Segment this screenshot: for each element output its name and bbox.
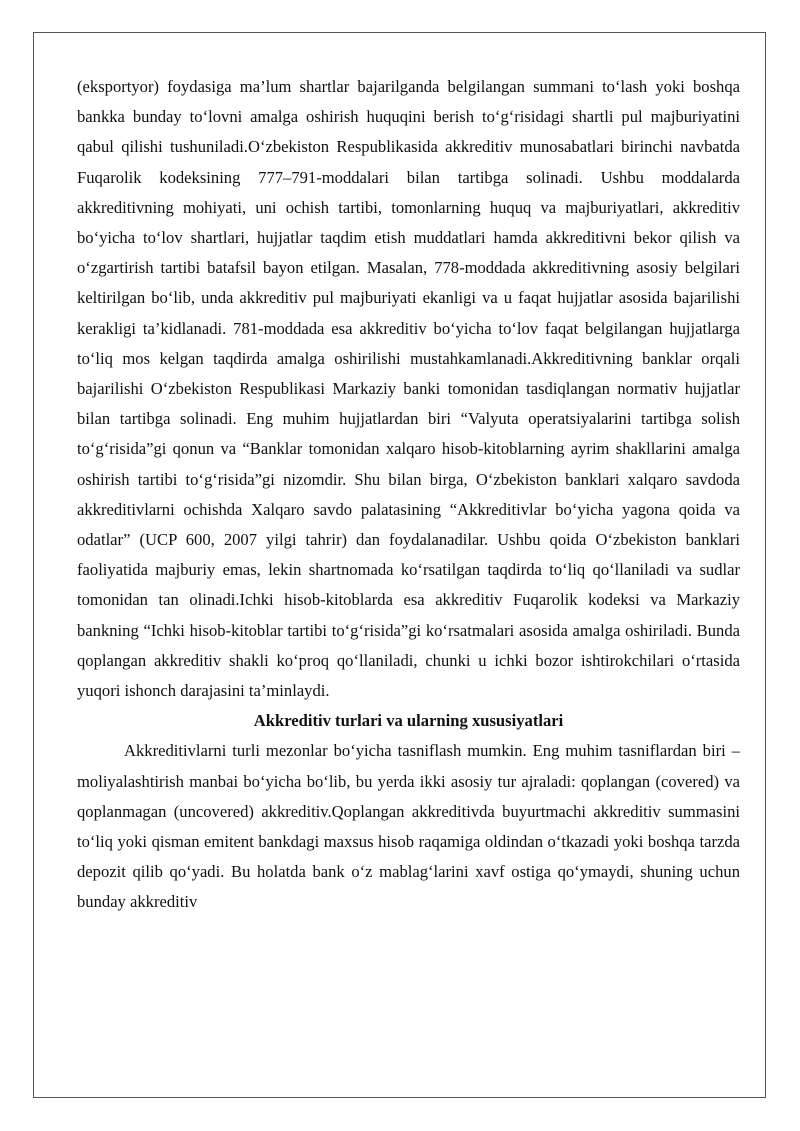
paragraph-1: (eksportyor) foydasiga ma’lum shartlar bajarilganda belgilangan summani to‘lash yoki boshqa bankka bunday to‘lovni amalga oshirish huquqini berish to‘g‘risidagi shartli pul majburiyatini qabul qilishi tushuniladi.O‘zbekiston Respublikasida akkreditiv munosabatlari birinchi navbatda Fuqarolik kodeksining 777–791-moddalari bilan tartibga solinadi. Ushbu moddalarda akkreditivning mohiyati, uni ochish tartibi, tomonlarning huquq va majburiyatlari, akkreditiv bo‘yicha to‘lov shartlari, hujjatlar taqdim etish muddatlari hamda akkreditivni bekor qilish va o‘zgartirish tartibi batafsil bayon etilgan. Masalan, 778-moddada akkreditivning asosiy belgilari keltirilgan bo‘lib, unda akkreditiv pul majburiyati ekanligi va u faqat hujjatlar asosida bajarilishi kerakligi ta’kidlanadi. 781-moddada esa akkreditiv bo‘yicha to‘lov faqat belgilangan hujjatlarga to‘liq mos kelgan taqdirda amalga oshirilishi mustahkamlanadi.Akkreditivning banklar orqali bajarilishi O‘zbekiston Respublikasi Markaziy banki tomonidan tasdiqlangan normativ hujjatlar bilan tartibga solinadi. Eng muhim hujjatlardan biri “Valyuta operatsiyalarini tartibga solish to‘g‘risida”gi qonun va “Banklar tomonidan xalqaro hisob-kitoblarning ayrim shakllarini amalga oshirish tartibi to‘g‘risida”gi nizomdir. Shu bilan birga, O‘zbekiston banklari xalqaro savdoda akkreditivlarni ochishda Xalqaro savdo palatasining “Akkreditivlar bo‘yicha yagona qoida va odatlar” (UCP 600, 2007 yilgi tahrir) dan foydalanadilar. Ushbu qoida O‘zbekiston banklari faoliyatida majburiy emas, lekin shartnomada ko‘rsatilgan taqdirda to‘liq qo‘llaniladi va sudlar tomonidan tan olinadi.Ichki hisob-kitoblarda esa akkreditiv Fuqarolik kodeksi va Markaziy bankning “Ichki hisob-kitoblar tartibi to‘g‘risida”gi ko‘rsatmalari asosida amalga oshiriladi. Bunda qoplangan akkreditiv shakli ko‘proq qo‘llaniladi, chunki u ichki bozor ishtirokchilari o‘rtasida yuqori ishonch darajasini ta’minlaydi. — [77, 77, 740, 701]
document-body — [77, 72, 740, 918]
section-heading: Akkreditiv turlari va ularning xususiyatlari — [253, 711, 564, 731]
paragraph-2: Akkreditivlarni turli mezonlar bo‘yicha tasniflash mumkin. Eng muhim tasniflardan biri – moliyalashtirish manbai bo‘yicha bo‘lib, bu yerda ikki asosiy tur ajraladi: qoplangan (covered) va qoplanmagan (uncovered) akkreditiv.Qoplangan akkreditivda buyurtmachi akkreditiv summasini to‘liq yoki qisman emitent bankdagi maxsus hisob raqamiga oldindan o‘tkazadi yoki boshqa tarzda depozit qilib qo‘yadi. Bu holatda bank o‘z mablag‘larini xavf ostiga qo‘ymaydi, shuning uchun bunday akkreditiv — [77, 741, 740, 912]
